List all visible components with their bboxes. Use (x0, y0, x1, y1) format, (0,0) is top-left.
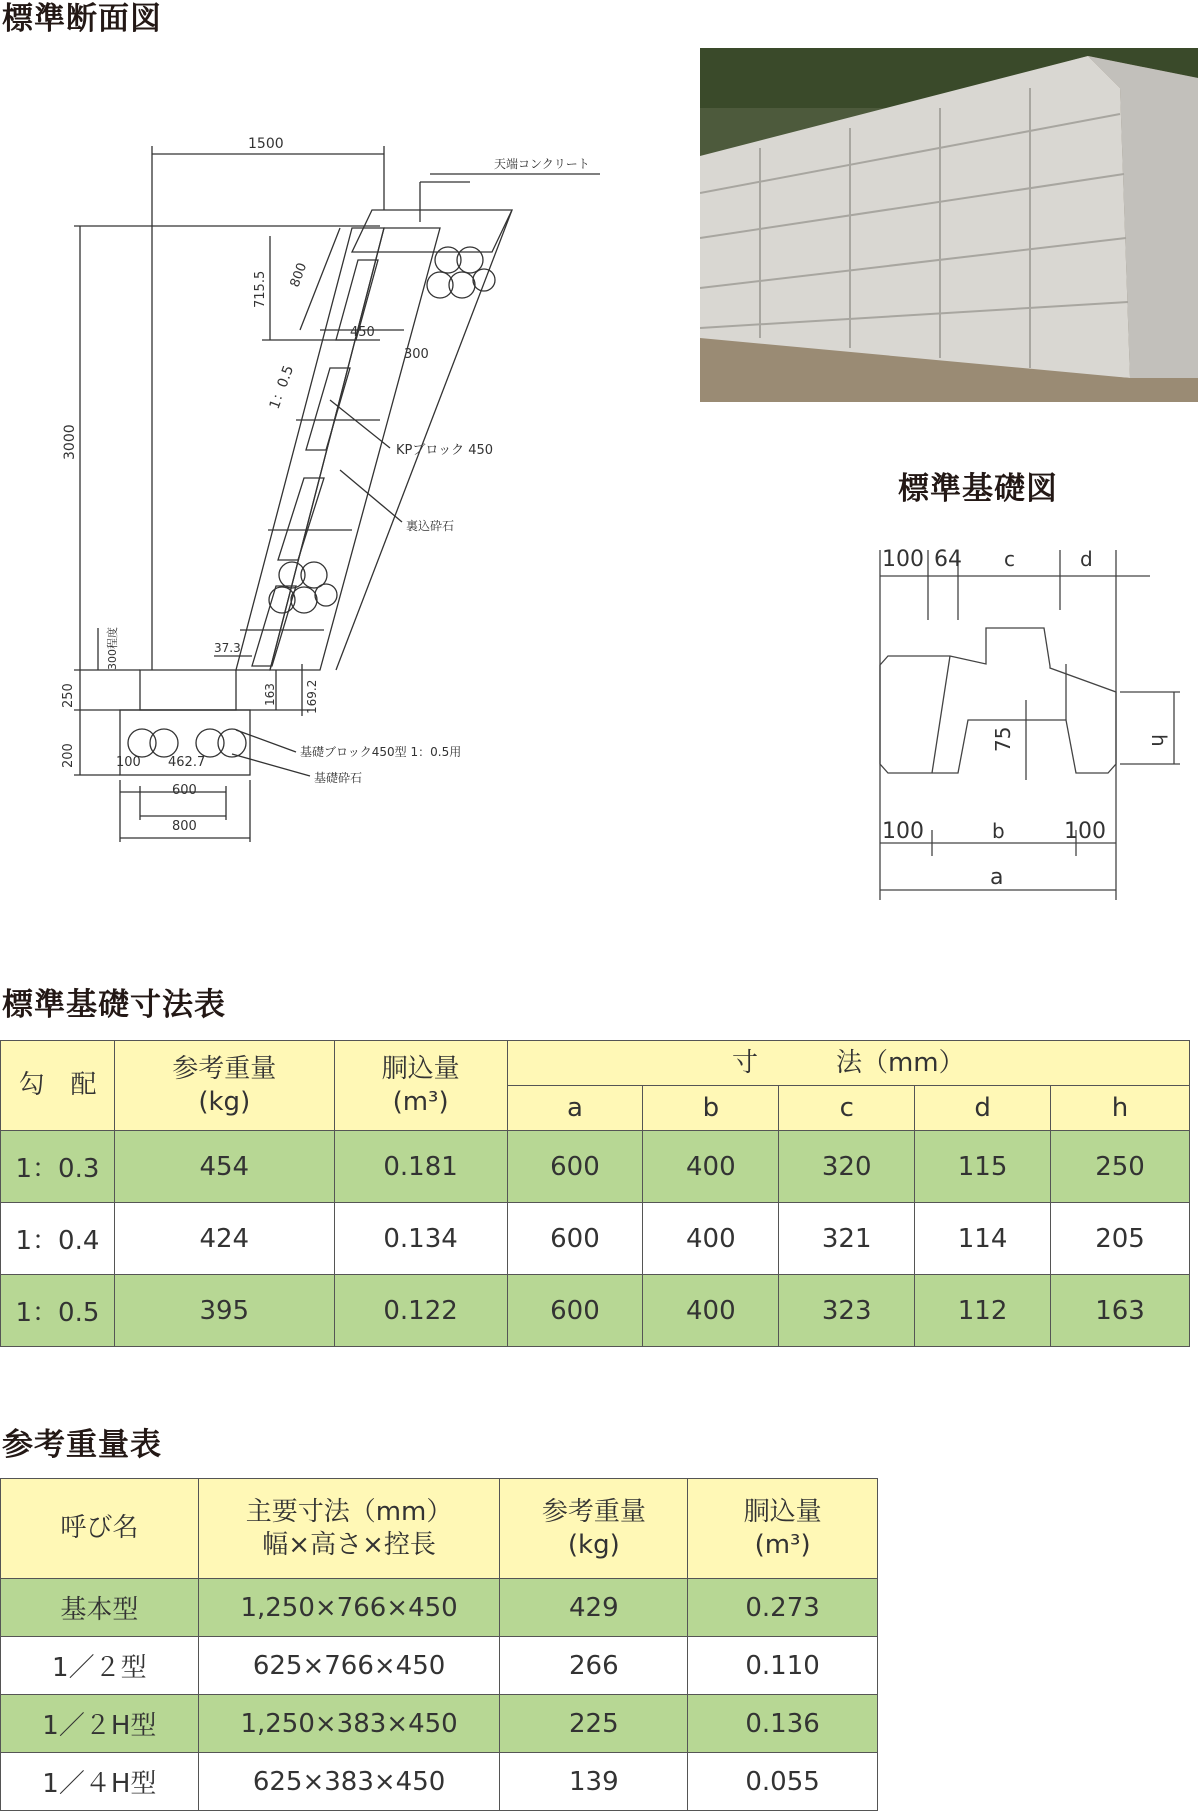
cell-h: 205 (1051, 1203, 1190, 1275)
cell-name: 1／２H型 (1, 1695, 199, 1753)
cell-dims: 1,250×766×450 (198, 1579, 500, 1637)
header-a: a (507, 1086, 643, 1131)
header-volume: 胴込量 (m³) (334, 1041, 507, 1131)
cell-b: 400 (643, 1275, 779, 1347)
cell-dims: 625×766×450 (198, 1637, 500, 1695)
foundation-table-title: 標準基礎寸法表 (2, 987, 226, 1023)
label-block-name: KPブロック 450 (396, 443, 494, 458)
cell-weight: 424 (114, 1203, 334, 1275)
header-h: h (1051, 1086, 1190, 1131)
dim-450: 450 (350, 325, 375, 340)
table-row (1, 1753, 878, 1811)
label-slope: 1：0.5 (266, 363, 298, 412)
cell-dims: 625×383×450 (198, 1753, 500, 1811)
cell-h: 163 (1051, 1275, 1190, 1347)
cell-a: 600 (507, 1203, 643, 1275)
cell-volume: 0.136 (688, 1695, 878, 1753)
dim-1500: 1500 (248, 136, 284, 152)
cell-name: 1／４H型 (1, 1753, 199, 1811)
foundation-drawing (840, 540, 1190, 920)
fdim-h: h (1147, 734, 1171, 747)
dim-462: 462.7 (168, 755, 206, 770)
cell-volume: 0.181 (334, 1131, 507, 1203)
cross-section-title: 標準断面図 (2, 1, 162, 37)
dim-169: 169.2 (305, 679, 319, 714)
cell-weight: 266 (500, 1637, 688, 1695)
cell-a: 600 (507, 1275, 643, 1347)
cell-slope: 1：0.5 (1, 1275, 115, 1347)
cell-d: 115 (915, 1131, 1051, 1203)
cell-volume: 0.110 (688, 1637, 878, 1695)
dim-600: 600 (172, 783, 197, 798)
fdim-c: c (1004, 547, 1015, 571)
cell-volume: 0.273 (688, 1579, 878, 1637)
cell-volume: 0.122 (334, 1275, 507, 1347)
cell-volume: 0.134 (334, 1203, 507, 1275)
label-backfill: 裏込砕石 (406, 519, 455, 533)
reference-weight-table (0, 1478, 878, 1811)
dim-37: 37.3 (214, 641, 241, 655)
cell-volume: 0.055 (688, 1753, 878, 1811)
cell-name: 基本型 (1, 1579, 199, 1637)
cell-dims: 1,250×383×450 (198, 1695, 500, 1753)
dim-715: 715.5 (253, 270, 268, 308)
cell-weight: 225 (500, 1695, 688, 1753)
wall-photo-image (700, 48, 1198, 402)
label-base-block: 基礎ブロック450型 1：0.5用 (300, 745, 462, 759)
header-name: 呼び名 (1, 1479, 199, 1579)
cell-name: 1／２型 (1, 1637, 199, 1695)
cell-weight: 139 (500, 1753, 688, 1811)
table-row (1, 1203, 1190, 1275)
header-b: b (643, 1086, 779, 1131)
cell-weight: 395 (114, 1275, 334, 1347)
cell-c: 323 (779, 1275, 915, 1347)
header-dims: 寸 法（mm） (507, 1041, 1189, 1086)
cell-b: 400 (643, 1131, 779, 1203)
cell-b: 400 (643, 1203, 779, 1275)
table-row (1, 1579, 878, 1637)
fdim-b: b (992, 819, 1005, 843)
table-row (1, 1275, 1190, 1347)
cross-section-drawing (0, 130, 640, 850)
foundation-drawing-title: 標準基礎図 (898, 471, 1058, 507)
header-c: c (779, 1086, 915, 1131)
dim-250: 250 (61, 683, 76, 708)
table-row (1, 1131, 1190, 1203)
dim-163: 163 (263, 683, 277, 706)
header-weight: 参考重量 (kg) (114, 1041, 334, 1131)
header-slope: 勾 配 (1, 1041, 115, 1131)
cell-d: 112 (915, 1275, 1051, 1347)
label-base-stone: 基礎砕石 (314, 771, 363, 785)
dim-800: 800 (172, 819, 197, 834)
fdim-a: a (990, 865, 1004, 890)
dim-800-block: 800 (287, 260, 311, 290)
dim-300: 300 (404, 347, 429, 362)
fdim-64: 64 (934, 547, 962, 572)
cell-h: 250 (1051, 1131, 1190, 1203)
cell-slope: 1：0.3 (1, 1131, 115, 1203)
table-row (1, 1637, 878, 1695)
fdim-100-left: 100 (882, 819, 924, 844)
table-row (1, 1695, 878, 1753)
cell-weight: 429 (500, 1579, 688, 1637)
fdim-100-right: 100 (1064, 819, 1106, 844)
cell-a: 600 (507, 1131, 643, 1203)
fdim-100: 100 (882, 547, 924, 572)
header-d: d (915, 1086, 1051, 1131)
header-volume: 胴込量 (m³) (688, 1479, 878, 1579)
dim-100: 100 (116, 755, 141, 770)
cell-d: 114 (915, 1203, 1051, 1275)
fdim-75: 75 (991, 726, 1015, 752)
fdim-d: d (1080, 547, 1093, 571)
foundation-dimension-table (0, 1040, 1190, 1347)
cell-c: 321 (779, 1203, 915, 1275)
header-weight: 参考重量 (kg) (500, 1479, 688, 1579)
cell-c: 320 (779, 1131, 915, 1203)
cell-slope: 1：0.4 (1, 1203, 115, 1275)
header-dims: 主要寸法（mm） 幅×高さ×控長 (198, 1479, 500, 1579)
dim-3000: 3000 (62, 424, 78, 460)
wall-photo (700, 48, 1198, 402)
weight-table-title: 参考重量表 (2, 1427, 162, 1463)
cell-weight: 454 (114, 1131, 334, 1203)
dim-200: 200 (61, 743, 76, 768)
label-top-concrete: 天端コンクリート (494, 157, 590, 171)
dim-embed: 300程度 (106, 627, 119, 670)
